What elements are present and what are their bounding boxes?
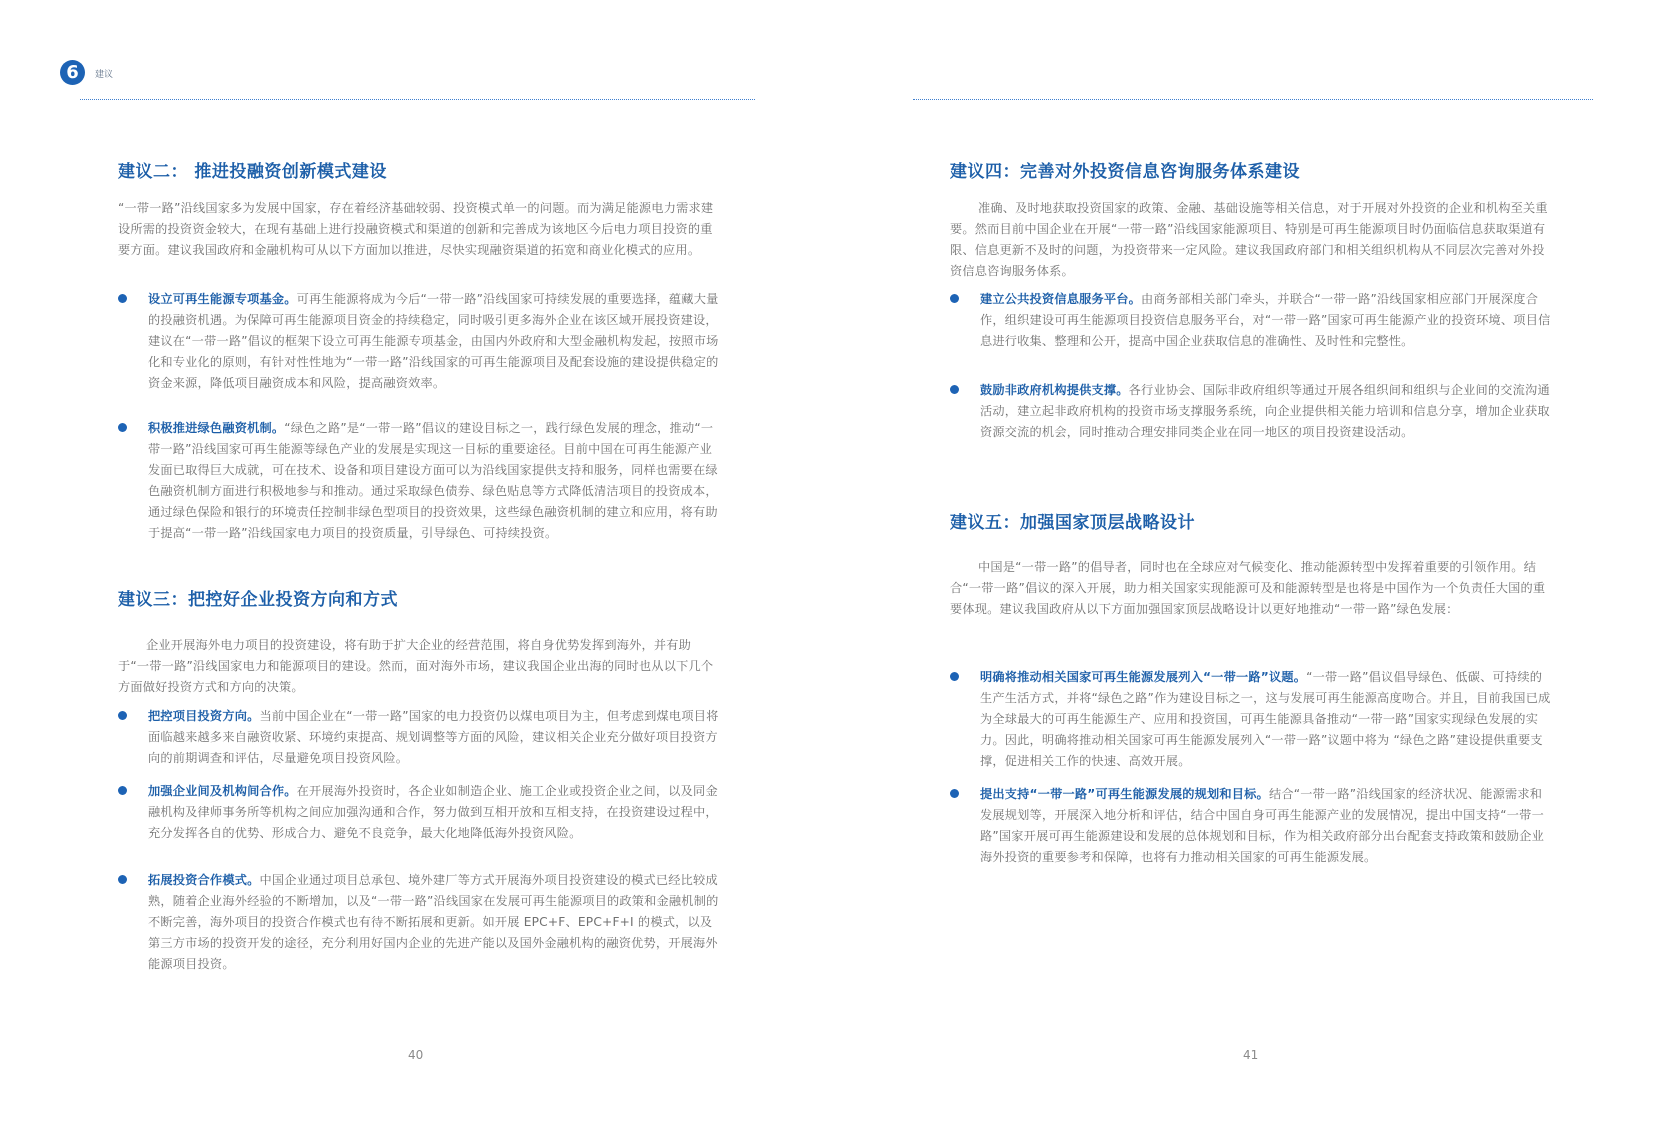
page-number: 41 [1243,1048,1259,1062]
bullet-body: 当前中国企业在“一带一路”国家的电力投资仍以煤电项目为主，但考虑到煤电项目将面临越来越多来自融资收紧、环境约束提高、规划调整等方面的风险，建议相关企业充分做好项目投资方向的前期调查和评估，尽量避免项目投资风险。 [148,709,719,765]
section-title-4: 建议四：完善对外投资信息咨询服务体系建设 [950,162,1300,182]
bullet-icon [118,711,127,720]
bullet-lead: 明确将推动相关国家可再生能源发展列入“一带一路”议题。 [980,670,1307,684]
bullet-icon [118,786,127,795]
section-title-5: 建议五：加强国家顶层战略设计 [950,513,1195,533]
bullet-body: “一带一路”倡议倡导绿色、低碳、可持续的生产生活方式，并将“绿色之路”作为建设目标之一，这与发展可再生能源高度吻合。并且，目前我国已成为全球最大的可再生能源生产、应用和投资国，可再生能源具备推动“一带一路”国家实现绿色发展的实力。因此，明确将推动相关国家可再生能源发展列入“一带一路”议题中将为 “绿色之路”建设提供重要支撑，促进相关工作的快速、高效开展。 [980,670,1551,768]
section-2-intro: “一带一路”沿线国家多为发展中国家，存在着经济基础较弱、投资模式单一的问题。而为满足能源电力需求建设所需的投资资金较大，在现有基础上进行投融资模式和渠道的创新和完善成为该地区今后电力项目投资的重要方面。建议我国政府和金融机构可从以下方面加以推进，尽快实现融资渠道的拓宽和商业化模式的应用。 [118,201,714,257]
bullet-lead: 建立公共投资信息服务平台。 [980,292,1142,306]
bullet-body: 中国企业通过项目总承包、境外建厂等方式开展海外项目投资建设的模式已经比较成熟，随着企业海外经验的不断增加，以及“一带一路”沿线国家在发展可再生能源项目的政策和金融机制的不断完善，海外项目的投资合作模式也有待不断拓展和更新。如开展 EPC+F、EPC+F+I 的模式，以及第三方市场的投资开发的途径，充分利用好国内企业的先进产能以及国外金融机构的融资优势，开展海外能源项目投资。 [148,873,719,971]
bullet-body: 可再生能源将成为今后“一带一路”沿线国家可持续发展的重要选择，蕴藏大量的投融资机遇。为保障可再生能源项目资金的持续稳定，同时吸引更多海外企业在该区域开展投资建设，建议在“一带一路”倡议的框架下设立可再生能源专项基金，由国内外政府和大型金融机构发起，按照市场化和专业化的原则，有针对性性地为“一带一路”沿线国家的可再生能源项目及配套设施的建设提供稳定的资金来源，降低项目融资成本和风险，提高融资效率。 [148,292,719,390]
bullet-icon [118,294,127,303]
bullet-body: 由商务部相关部门牵头，并联合“一带一路”沿线国家相应部门开展深度合作，组织建设可再生能源项目投资信息服务平台，对“一带一路”国家可再生能源产业的投资环境、项目信息进行收集、整理和公开，提高中国企业获取信息的准确性、及时性和完整性。 [980,292,1551,348]
bullet-icon [950,789,959,798]
bullet-icon [950,294,959,303]
bullet-text [980,667,1552,772]
chapter-label: 建议 [95,70,114,80]
bullet-lead: 积极推进绿色融资机制。 [148,421,285,435]
bullet-icon [118,875,127,884]
header-divider [80,99,755,100]
section-title-3: 建议三：把控好企业投资方向和方式 [118,590,398,610]
chapter-number-badge: 6 [60,60,85,85]
bullet-icon [950,672,959,681]
bullet-icon [118,423,127,432]
bullet-body: “绿色之路”是“一带一路”倡议的建设目标之一，践行绿色发展的理念，推动“一带一路”沿线国家可再生能源等绿色产业的发展是实现这一目标的重要途径。目前中国在可再生能源产业发面已取得巨大成就，可在技术、设备和项目建设方面可以为沿线国家提供支持和服务，同样也需要在绿色融资机制方面进行积极地参与和推动。通过采取绿色债券、绿色贴息等方式降低清洁项目的投资成本，通过绿色保险和银行的环境责任控制非绿色型项目的投资效果，这些绿色融资机制的建立和应用，将有助于提高“一带一路”沿线国家电力项目的投资质量，引导绿色、可持续投资。 [148,421,718,540]
bullet-body: 结合“一带一路”沿线国家的经济状况、能源需求和发展规划等，开展深入地分析和评估，结合中国自身可再生能源产业的发展情况，提出中国支持“一带一路”国家开展可再生能源建设和发展的总体规划和目标，作为相关政府部分出台配套支持政策和鼓励企业海外投资的重要参考和保障，也将有力推动相关国家的可再生能源发展。 [980,787,1544,864]
bullet-icon [950,385,959,394]
bullet-lead: 拓展投资合作模式。 [148,873,260,887]
page-number: 40 [408,1048,424,1062]
header-divider [913,99,1593,100]
bullet-text [980,380,1552,443]
bullet-text [148,781,720,844]
bullet-body: 各行业协会、国际非政府组织等通过开展各组织间和组织与企业间的交流沟通活动，建立起非政府机构的投资市场支撑服务系统，向企业提供相关能力培训和信息分享，增加企业获取资源交流的机会，同时推动合理安排同类企业在同一地区的项目投资建设活动。 [980,383,1550,439]
bullet-lead: 提出支持“一带一路”可再生能源发展的规划和目标。 [980,787,1269,801]
bullet-text [148,418,720,544]
right-page [827,0,1654,1122]
bullet-lead: 鼓励非政府机构提供支撑。 [980,383,1129,397]
bullet-body: 在开展海外投资时，各企业如制造企业、施工企业或投资企业之间，以及同金融机构及律师事务所等机构之间应加强沟通和合作，努力做到互相开放和互相支持，在投资建设过程中，充分发挥各自的优势、形成合力、避免不良竞争，最大化地降低海外投资风险。 [148,784,718,840]
bullet-text [980,289,1552,352]
bullet-lead: 把控项目投资方向。 [148,709,260,723]
section-title-2: 建议二： 推进投融资创新模式建设 [118,162,387,182]
bullet-text [148,706,720,769]
section-5-intro: 中国是“一带一路”的倡导者，同时也在全球应对气候变化、推动能源转型中发挥着重要的引领作用。结合“一带一路”倡议的深入开展，助力相关国家实现能源可及和能源转型是也将是中国作为一个负责任大国的重要体现。建议我国政府从以下方面加强国家顶层战略设计以更好地推动“一带一路”绿色发展： [950,560,1546,616]
bullet-text [148,289,720,394]
bullet-text [980,784,1552,868]
section-4-intro: 准确、及时地获取投资国家的政策、金融、基础设施等相关信息，对于开展对外投资的企业和机构至关重要。然而目前中国企业在开展“一带一路”沿线国家能源项目、特别是可再生能源项目时仍面临信息获取渠道有限、信息更新不及时的问题，为投资带来一定风险。建议我国政府部门和相关组织机构从不同层次完善对外投资信息咨询服务体系。 [950,201,1548,278]
bullet-lead: 加强企业间及机构间合作。 [148,784,297,798]
bullet-lead: 设立可再生能源专项基金。 [148,292,297,306]
section-3-intro: 企业开展海外电力项目的投资建设，将有助于扩大企业的经营范围，将自身优势发挥到海外，并有助于“一带一路”沿线国家电力和能源项目的建设。然而，面对海外市场，建议我国企业出海的同时也从以下几个方面做好投资方式和方向的决策。 [118,638,714,694]
bullet-text [148,870,720,975]
